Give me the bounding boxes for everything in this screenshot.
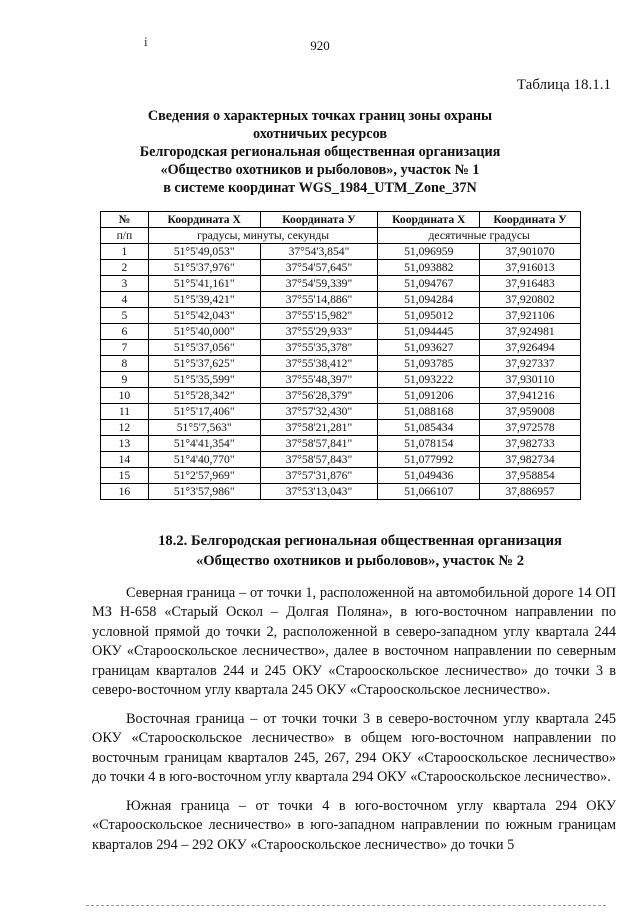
cell-coord-y: 37°57'31,876" [260,468,378,484]
cell-coord-x-decimal: 51,049436 [378,468,480,484]
cell-coord-y-decimal: 37,920802 [480,292,581,308]
paragraph-north-boundary: Северная граница – от точки 1, расположенной на автомобильной дороге 14 ОП МЗ Н-658 «Старый Оскол – Долгая Поляна», в юго-восточном направлении по условной прямой до точки 2, расположенной в северо-западном углу квартала 244 ОКУ «Старооскольское лесничество», далее в восточном направлении по северным границам кварталов 244 и 245 ОКУ «Старооскольское лесничество» до точки 3 в северо-восточном углу квартала 245 ОКУ «Старооскольское лесничество». [92,585,616,699]
cell-coord-x: 51°4'41,354" [148,436,260,452]
paragraph-south-boundary: Южная граница – от точки 4 в юго-восточном углу квартала 294 ОКУ «Старооскольское лесничество» в юго-западном направлении по южным границам кварталов 294 – 292 ОКУ «Старооскольское лесничество» до точки 5 [92,798,616,853]
title-line: охотничьих ресурсов [253,126,387,142]
table-row [101,356,581,372]
cell-number: 11 [101,404,149,420]
cell-number: 14 [101,452,149,468]
cell-coord-x-decimal: 51,094767 [378,276,480,292]
cell-number: 6 [101,324,149,340]
cell-coord-y: 37°55'48,397" [260,372,378,388]
cell-coord-x: 51°5'42,043" [148,308,260,324]
table-row [101,452,581,468]
table-row [101,324,581,340]
cell-coord-x-decimal: 51,091206 [378,388,480,404]
table-row [101,436,581,452]
cell-coord-y: 37°58'57,841" [260,436,378,452]
table-row [101,308,581,324]
table-row [101,484,581,500]
table-body [101,244,581,500]
title-line: в системе координат WGS_1984_UTM_Zone_37N [163,180,477,196]
cell-number: 8 [101,356,149,372]
cell-coord-y: 37°54'3,854" [260,244,378,260]
header-number: № [101,212,149,228]
cell-coord-x-decimal: 51,094284 [378,292,480,308]
cell-coord-y: 37°55'15,982" [260,308,378,324]
table-label: Таблица 18.1.1 [516,77,611,93]
cell-coord-x-decimal: 51,093882 [378,260,480,276]
cell-number: 16 [101,484,149,500]
section-heading [120,531,600,571]
cell-coord-y-decimal: 37,972578 [480,420,581,436]
table-row [101,276,581,292]
stray-mark: i [144,34,148,49]
cell-number: 10 [101,388,149,404]
cell-coord-x-decimal: 51,095012 [378,308,480,324]
cell-coord-y: 37°57'32,430" [260,404,378,420]
cell-coord-y-decimal: 37,958854 [480,468,581,484]
cell-coord-x: 51°5'37,625" [148,356,260,372]
page-number: 920 [310,38,330,53]
cell-coord-x-decimal: 51,078154 [378,436,480,452]
cell-coord-y-decimal: 37,930110 [480,372,581,388]
cell-number: 13 [101,436,149,452]
cell-coord-y-decimal: 37,926494 [480,340,581,356]
cell-coord-x: 51°5'17,406" [148,404,260,420]
cell-coord-x: 51°5'37,056" [148,340,260,356]
table-title [60,107,580,197]
cell-coord-y: 37°55'14,886" [260,292,378,308]
header-row [101,212,581,228]
table-row [101,260,581,276]
cell-coord-y-decimal: 37,959008 [480,404,581,420]
cell-coord-y: 37°54'59,339" [260,276,378,292]
cell-number: 2 [101,260,149,276]
header-number-sub: п/п [101,228,149,244]
table-row [101,372,581,388]
cell-number: 7 [101,340,149,356]
cell-coord-y-decimal: 37,941216 [480,388,581,404]
header-coord-x-decimal: Координата X [378,212,480,228]
cell-number: 4 [101,292,149,308]
cell-coord-y-decimal: 37,982734 [480,452,581,468]
cell-number: 5 [101,308,149,324]
cell-coord-y-decimal: 37,921106 [480,308,581,324]
title-line: Сведения о характерных точках границ зоны охраны [147,108,493,124]
table-row [101,388,581,404]
title-line: Белгородская региональная общественная организация [139,144,501,160]
cell-coord-y: 37°58'57,843" [260,452,378,468]
cell-coord-x-decimal: 51,096959 [378,244,480,260]
title-line: «Общество охотников и рыболовов», участок № 1 [160,162,480,178]
cell-number: 12 [101,420,149,436]
cell-coord-x: 51°3'57,986" [148,484,260,500]
cell-coord-y-decimal: 37,886957 [480,484,581,500]
section-heading-line: 18.2. Белгородская региональная общественная организация [158,533,562,549]
cell-coord-x: 51°5'39,421" [148,292,260,308]
cell-coord-x-decimal: 51,093785 [378,356,480,372]
table-row [101,404,581,420]
cell-number: 15 [101,468,149,484]
cell-coord-x: 51°5'40,000" [148,324,260,340]
paragraph-east-boundary: Восточная граница – от точки точки 3 в северо-восточном углу квартала 245 ОКУ «Старооскольское лесничество» в общем юго-восточном направлении по восточным границам кварталов 245, 267, 294 ОКУ «Старооскольское лесничество» до точки 4 в юго-восточном углу квартала 294 ОКУ «Старооскольское лесничество». [92,711,616,786]
table-row [101,244,581,260]
section-heading-line: «Общество охотников и рыболовов», участок № 2 [195,553,525,569]
cell-coord-y: 37°58'21,281" [260,420,378,436]
cell-coord-x: 51°2'57,969" [148,468,260,484]
coordinates-table [100,211,581,500]
cell-coord-x: 51°5'49,053" [148,244,260,260]
cell-coord-x: 51°5'37,976" [148,260,260,276]
cell-coord-y: 37°55'38,412" [260,356,378,372]
cell-coord-x: 51°5'7,563" [148,420,260,436]
cell-number: 1 [101,244,149,260]
cell-coord-y: 37°55'35,378" [260,340,378,356]
cell-coord-x: 51°5'41,161" [148,276,260,292]
cell-coord-y-decimal: 37,982733 [480,436,581,452]
cell-coord-y-decimal: 37,924981 [480,324,581,340]
table-row [101,292,581,308]
cell-coord-x-decimal: 51,093627 [378,340,480,356]
cell-coord-x-decimal: 51,093222 [378,372,480,388]
table-row [101,420,581,436]
cell-coord-y-decimal: 37,916483 [480,276,581,292]
header-coord-y-decimal: Координата У [480,212,581,228]
cell-coord-y-decimal: 37,916013 [480,260,581,276]
header-coord-y: Координата У [260,212,378,228]
table-row [101,468,581,484]
units-dms: градусы, минуты, секунды [148,228,378,244]
cell-coord-y: 37°54'57,645" [260,260,378,276]
table-row [101,340,581,356]
cell-coord-y: 37°53'13,043" [260,484,378,500]
cell-coord-x-decimal: 51,077992 [378,452,480,468]
header-coord-x: Координата X [148,212,260,228]
cell-coord-x-decimal: 51,085434 [378,420,480,436]
cell-coord-x-decimal: 51,094445 [378,324,480,340]
cell-coord-x-decimal: 51,066107 [378,484,480,500]
cell-coord-x: 51°5'35,599" [148,372,260,388]
cell-coord-x: 51°5'28,342" [148,388,260,404]
cell-coord-x: 51°4'40,770" [148,452,260,468]
cell-number: 3 [101,276,149,292]
cell-number: 9 [101,372,149,388]
cell-coord-y-decimal: 37,901070 [480,244,581,260]
cell-coord-y-decimal: 37,927337 [480,356,581,372]
cell-coord-y: 37°55'29,933" [260,324,378,340]
bottom-scan-edge [86,905,606,906]
units-row [101,228,581,244]
cell-coord-y: 37°56'28,379" [260,388,378,404]
units-decimal: десятичные градусы [378,228,581,244]
cell-coord-x-decimal: 51,088168 [378,404,480,420]
